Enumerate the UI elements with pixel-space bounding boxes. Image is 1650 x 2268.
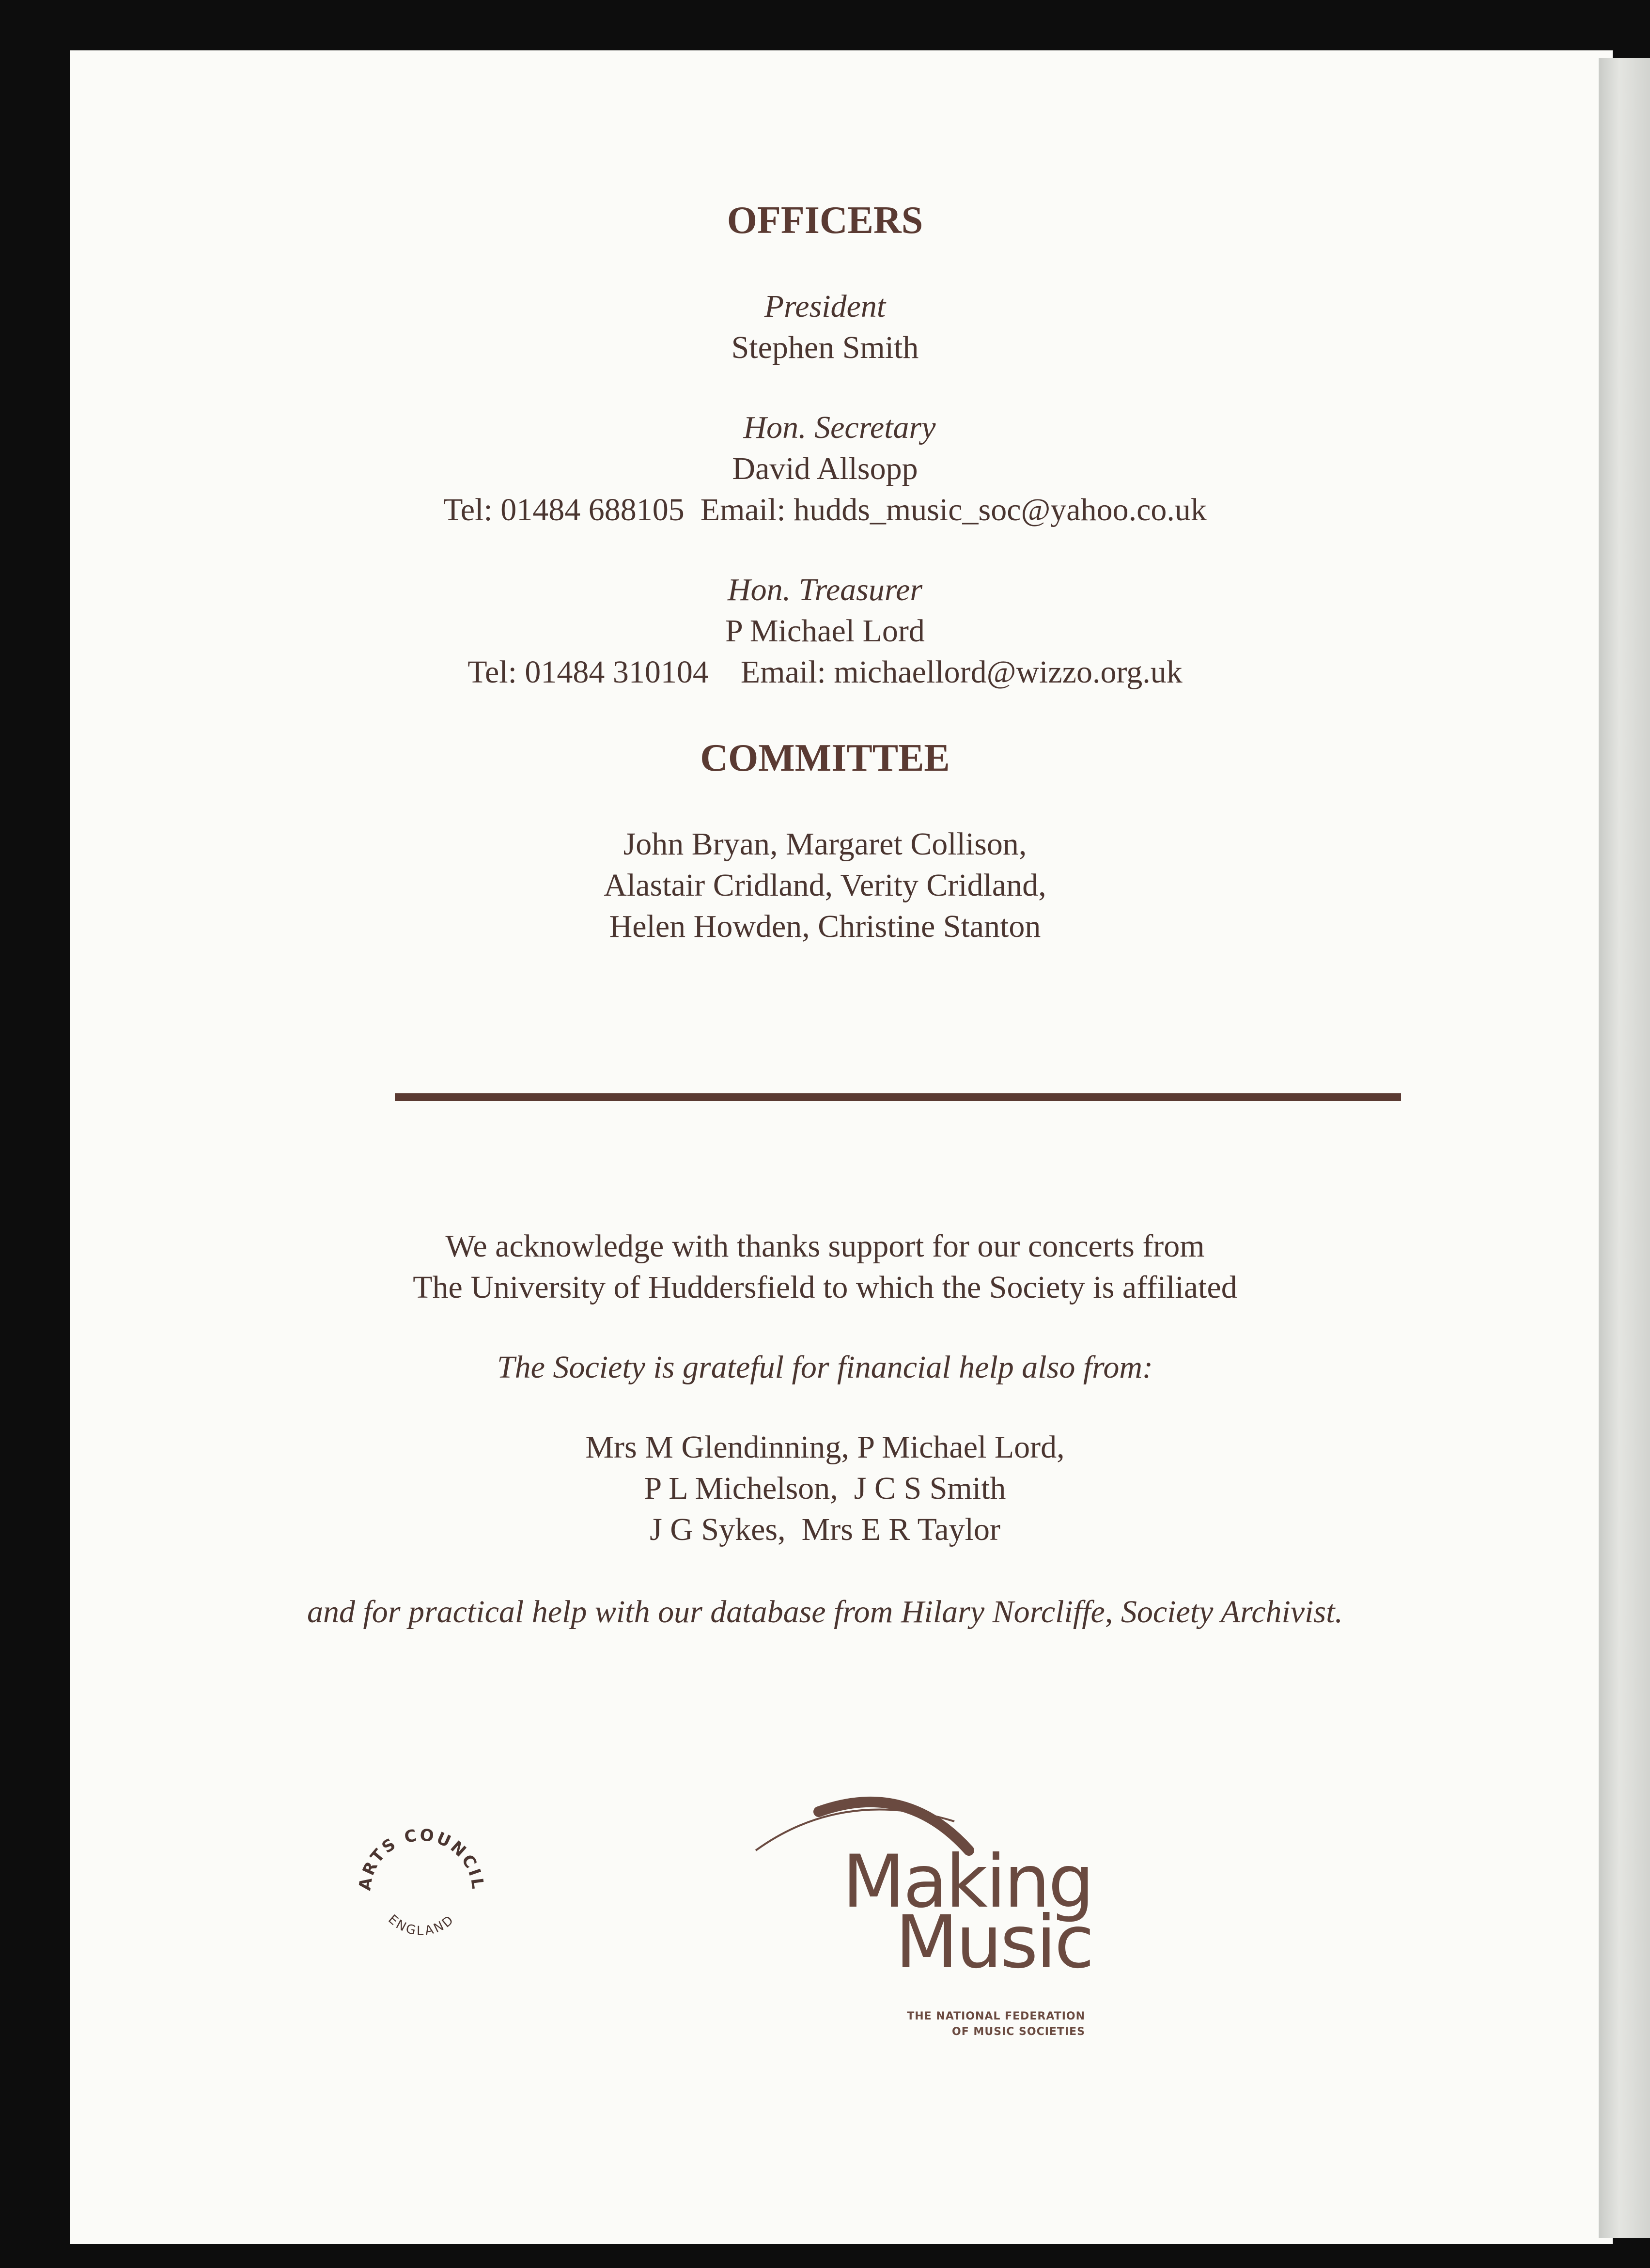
england-text: ENGLAND (385, 1912, 458, 1939)
committee-line-2: Alastair Cridland, Verity Cridland, (604, 868, 1046, 903)
secretary-contact: Tel: 01484 688105 Email: hudds_music_soc@yahoo.co.uk (443, 492, 1207, 528)
practical-help-line: and for practical help with our database from Hilary Norcliffe, Society Archivist. (307, 1594, 1343, 1630)
treasurer-name: P Michael Lord (725, 613, 925, 649)
grateful-line: The Society is grateful for financial help also from: (497, 1350, 1153, 1385)
federation-tagline-1: THE NATIONAL FEDERATION (907, 2010, 1085, 2022)
arts-council-text: ARTS COUNCIL (355, 1825, 488, 1892)
music-word: Music (895, 1900, 1092, 1985)
acknowledgement-line-2: The University of Huddersfield to which the Society is affiliated (413, 1270, 1237, 1305)
making-music-logo (746, 1792, 1095, 2044)
secretary-role: Hon. Secretary (743, 410, 936, 445)
svg-text:ARTS COUNCIL (355, 1825, 487, 1892)
president-role: President (764, 289, 886, 324)
svg-text:ENGLAND (385, 1912, 457, 1939)
committee-line-3: Helen Howden, Christine Stanton (609, 909, 1041, 944)
committee-line-1: John Bryan, Margaret Collison, (623, 826, 1027, 862)
donor-line-1: Mrs M Glendinning, P Michael Lord, (585, 1429, 1065, 1465)
officers-heading: OFFICERS (727, 199, 923, 242)
federation-tagline-2: OF MUSIC SOCIETIES (952, 2026, 1085, 2038)
page-edge (1599, 58, 1650, 2238)
committee-heading: COMMITTEE (700, 737, 950, 779)
donor-line-3: J G Sykes, Mrs E R Taylor (650, 1512, 1000, 1547)
treasurer-contact: Tel: 01484 310104 Email: michaellord@wizzo.org.uk (467, 654, 1183, 690)
making-word: Making (842, 1840, 1092, 1924)
president-name: Stephen Smith (731, 330, 919, 365)
secretary-name: David Allsopp (732, 451, 918, 486)
treasurer-role: Hon. Treasurer (727, 572, 923, 607)
acknowledgement-line-1: We acknowledge with thanks support for our concerts from (445, 1228, 1205, 1264)
donor-line-2: P L Michelson, J C S Smith (644, 1471, 1006, 1506)
arts-council-england-logo (349, 1812, 494, 1957)
divider-rule (395, 1093, 1401, 1101)
